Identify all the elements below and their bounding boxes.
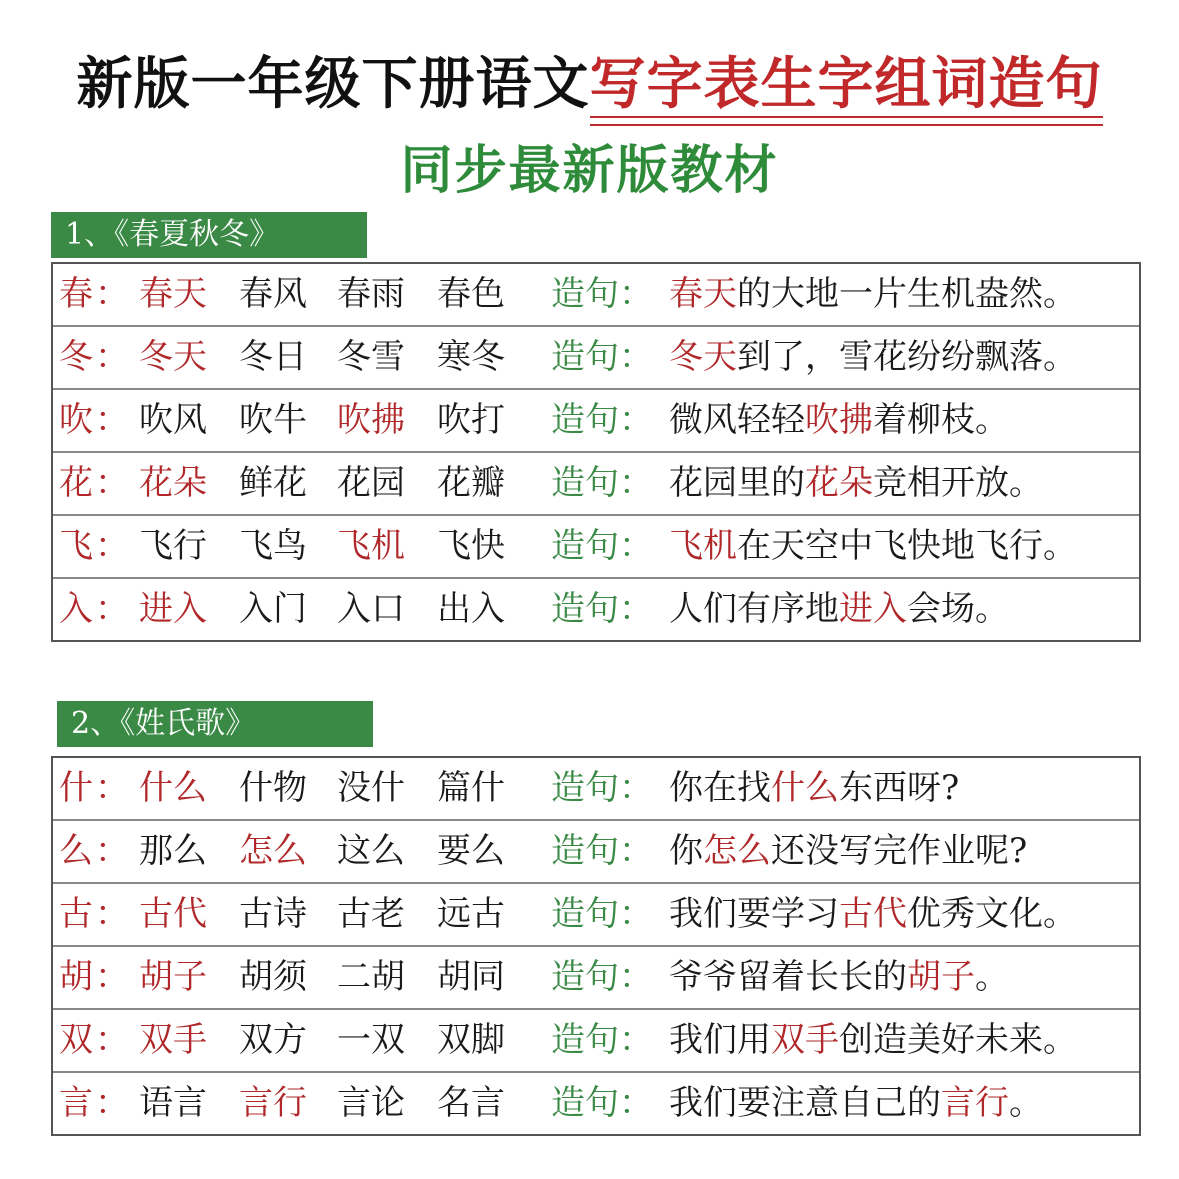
sentence-text: 我们用	[669, 1020, 771, 1060]
sentence-text: 你在找	[669, 768, 771, 808]
word-item: 胡子	[139, 957, 207, 997]
character-colon: ：	[95, 831, 129, 871]
sentence-highlight: 什么	[771, 768, 839, 808]
word-item: 入门	[239, 589, 307, 629]
sentence-label: 造句：	[551, 463, 653, 503]
character-colon: ：	[95, 274, 129, 314]
character-colon: ：	[95, 400, 129, 440]
sentence-text: 会场。	[907, 589, 1009, 629]
table-row	[53, 453, 1139, 516]
word-item: 双方	[239, 1020, 307, 1060]
character-colon: ：	[95, 957, 129, 997]
sentence-text: 东西呀?	[839, 768, 960, 808]
word-item: 什物	[239, 768, 307, 808]
sentence-label: 造句：	[551, 957, 653, 997]
table-row	[53, 1010, 1139, 1073]
word-item: 寒冬	[437, 337, 505, 377]
word-item: 胡须	[239, 957, 307, 997]
example-sentence	[669, 516, 1077, 576]
sentence-text: 还没写完作业呢?	[771, 831, 1028, 871]
sentence-label: 造句：	[551, 526, 653, 566]
sentence-text: 你	[669, 831, 703, 871]
sentence-highlight: 古代	[839, 894, 907, 934]
sentence-text: 创造美好未来。	[839, 1020, 1077, 1060]
character-colon: ：	[95, 463, 129, 503]
sentence-text: 微风轻轻	[669, 400, 805, 440]
word-item: 古老	[337, 894, 405, 934]
word-item: 冬日	[239, 337, 307, 377]
sentence-text: 到了，雪花纷纷飘落。	[737, 337, 1077, 377]
word-item: 那么	[139, 831, 207, 871]
sentence-text: 着柳枝。	[873, 400, 1009, 440]
word-item: 进入	[139, 589, 207, 629]
sentence-label: 造句：	[551, 400, 653, 440]
sentence-highlight: 花朵	[805, 463, 873, 503]
character-colon: ：	[95, 589, 129, 629]
word-item: 双手	[139, 1020, 207, 1060]
word-item: 春天	[139, 274, 207, 314]
sentence-label: 造句：	[551, 1020, 653, 1060]
character-colon: ：	[95, 526, 129, 566]
sentence-label: 造句：	[551, 589, 653, 629]
table-row	[53, 821, 1139, 884]
table-row	[53, 947, 1139, 1010]
sentence-highlight: 飞机	[669, 526, 737, 566]
table-row	[53, 516, 1139, 579]
word-item: 吹拂	[337, 400, 405, 440]
character-label: 双	[59, 1020, 93, 1060]
word-item: 一双	[337, 1020, 405, 1060]
word-item: 吹打	[437, 400, 505, 440]
example-sentence	[669, 264, 1077, 324]
word-item: 吹风	[139, 400, 207, 440]
word-item: 春雨	[337, 274, 405, 314]
sentence-label: 造句：	[551, 894, 653, 934]
sentence-text: 我们要注意自己的	[669, 1083, 941, 1123]
character-label: 什	[59, 768, 93, 808]
example-sentence	[669, 758, 959, 818]
character-label: 花	[59, 463, 93, 503]
word-item: 言行	[239, 1083, 307, 1123]
page-title	[0, 40, 1179, 126]
word-item: 古诗	[239, 894, 307, 934]
sentence-text: 优秀文化。	[907, 894, 1077, 934]
section-label-2: 2、《姓氏歌》	[57, 701, 373, 747]
word-item: 出入	[437, 589, 505, 629]
table-row	[53, 390, 1139, 453]
word-item: 胡同	[437, 957, 505, 997]
character-label: 么	[59, 831, 93, 871]
sentence-text: 花园里的	[669, 463, 805, 503]
example-sentence	[669, 821, 1027, 881]
title-black-part: 新版一年级下册语文	[76, 52, 590, 117]
sentence-highlight: 怎么	[703, 831, 771, 871]
vocab-table-1	[51, 262, 1141, 642]
sentence-label: 造句：	[551, 831, 653, 871]
sentence-label: 造句：	[551, 337, 653, 377]
word-item: 语言	[139, 1083, 207, 1123]
character-colon: ：	[95, 1083, 129, 1123]
word-item: 冬雪	[337, 337, 405, 377]
sentence-label: 造句：	[551, 274, 653, 314]
example-sentence	[669, 579, 1009, 639]
word-item: 鲜花	[239, 463, 307, 503]
word-item: 花朵	[139, 463, 207, 503]
example-sentence	[669, 947, 1009, 1007]
character-label: 冬	[59, 337, 93, 377]
word-item: 飞鸟	[239, 526, 307, 566]
word-item: 飞快	[437, 526, 505, 566]
sentence-highlight: 冬天	[669, 337, 737, 377]
word-item: 入口	[337, 589, 405, 629]
word-item: 春风	[239, 274, 307, 314]
word-item: 花瓣	[437, 463, 505, 503]
section-label-1: 1、《春夏秋冬》	[51, 212, 367, 258]
word-item: 飞行	[139, 526, 207, 566]
character-colon: ：	[95, 768, 129, 808]
word-item: 花园	[337, 463, 405, 503]
sentence-text: 。	[1009, 1083, 1043, 1123]
word-item: 冬天	[139, 337, 207, 377]
table-row	[53, 884, 1139, 947]
word-item: 名言	[437, 1083, 505, 1123]
title-red-part: 写字表生字组词造句	[590, 40, 1103, 126]
sentence-highlight: 胡子	[907, 957, 975, 997]
character-label: 言	[59, 1083, 93, 1123]
example-sentence	[669, 390, 1009, 450]
sentence-text: 人们有序地	[669, 589, 839, 629]
character-label: 飞	[59, 526, 93, 566]
example-sentence	[669, 1010, 1077, 1070]
word-item: 这么	[337, 831, 405, 871]
sentence-text: 我们要学习	[669, 894, 839, 934]
word-item: 要么	[437, 831, 505, 871]
example-sentence	[669, 453, 1043, 513]
character-colon: ：	[95, 894, 129, 934]
word-item: 远古	[437, 894, 505, 934]
example-sentence	[669, 1073, 1043, 1133]
character-label: 入	[59, 589, 93, 629]
word-item: 春色	[437, 274, 505, 314]
table-row	[53, 327, 1139, 390]
sentence-text: 竞相开放。	[873, 463, 1043, 503]
word-item: 飞机	[337, 526, 405, 566]
sentence-highlight: 双手	[771, 1020, 839, 1060]
word-item: 篇什	[437, 768, 505, 808]
character-label: 春	[59, 274, 93, 314]
word-item: 什么	[139, 768, 207, 808]
character-colon: ：	[95, 337, 129, 377]
character-label: 古	[59, 894, 93, 934]
sentence-label: 造句：	[551, 768, 653, 808]
sentence-text: 的大地一片生机盎然。	[737, 274, 1077, 314]
table-row	[53, 1073, 1139, 1134]
word-item: 怎么	[239, 831, 307, 871]
sentence-highlight: 春天	[669, 274, 737, 314]
example-sentence	[669, 327, 1077, 387]
sentence-highlight: 言行	[941, 1083, 1009, 1123]
word-item: 言论	[337, 1083, 405, 1123]
table-row	[53, 758, 1139, 821]
word-item: 古代	[139, 894, 207, 934]
page-subtitle: 同步最新版教材	[400, 141, 779, 201]
word-item: 没什	[337, 768, 405, 808]
word-item: 二胡	[337, 957, 405, 997]
sentence-highlight: 吹拂	[805, 400, 873, 440]
character-label: 吹	[59, 400, 93, 440]
word-item: 双脚	[437, 1020, 505, 1060]
sentence-label: 造句：	[551, 1083, 653, 1123]
sentence-text: 在天空中飞快地飞行。	[737, 526, 1077, 566]
character-colon: ：	[95, 1020, 129, 1060]
character-label: 胡	[59, 957, 93, 997]
sentence-text: 。	[975, 957, 1009, 997]
vocab-table-2	[51, 756, 1141, 1136]
example-sentence	[669, 884, 1077, 944]
sentence-text: 爷爷留着长长的	[669, 957, 907, 997]
word-item: 吹牛	[239, 400, 307, 440]
sentence-highlight: 进入	[839, 589, 907, 629]
table-row	[53, 264, 1139, 327]
table-row	[53, 579, 1139, 640]
